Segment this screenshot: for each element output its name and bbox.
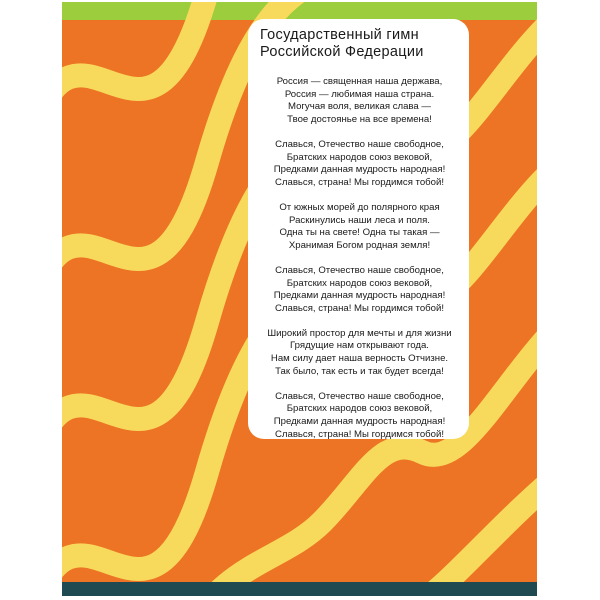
lyric-line: Широкий простор для мечты и для жизни <box>267 327 452 339</box>
lyric-line: Славься, Отечество наше свободное, <box>275 138 444 150</box>
anthem-title <box>260 27 463 61</box>
notebook-cover <box>62 2 537 596</box>
lyric-line: Россия — священная наша держава, <box>276 76 443 87</box>
bottom-teal-strip <box>62 582 537 596</box>
anthem-title-line: Российской Федерации <box>260 44 424 60</box>
lyric-line: Славься, страна! Мы гордимся тобой! <box>274 302 445 314</box>
anthem-lyrics <box>260 76 463 441</box>
lyric-line: Одна ты на свете! Одна ты такая — <box>279 227 440 239</box>
lyric-line: Так было, так есть и так будет всегда! <box>275 365 444 377</box>
lyric-line: Славься, Отечество наше свободное, <box>275 264 444 276</box>
lyric-line: Хранимая Богом родная земля! <box>288 239 431 251</box>
lyric-line: Славься, Отечество наше свободное, <box>275 390 444 402</box>
anthem-stanza <box>260 265 459 315</box>
lyric-line: Братских народов союз вековой, <box>286 403 433 415</box>
anthem-stanza <box>260 328 459 378</box>
lyric-line: Славься, страна! Мы гордимся тобой! <box>274 176 445 188</box>
lyric-line: Братских народов союз вековой, <box>286 277 433 289</box>
wave-band-1 <box>62 2 207 132</box>
lyric-line: От южных морей до полярного края <box>279 201 440 213</box>
anthem-stanza <box>260 76 459 126</box>
lyric-line: Предками данная мудрость народная! <box>273 164 446 176</box>
lyric-line: Предками данная мудрость народная! <box>273 416 446 428</box>
lyric-line: Раскинулись наши леса и поля. <box>289 214 430 226</box>
anthem-stanza <box>260 202 459 252</box>
anthem-stanza <box>260 391 459 441</box>
lyric-line: Россия — любимая наша страна. <box>284 88 435 100</box>
lyric-line: Грядущие нам открывают года. <box>290 340 429 352</box>
lyric-line: Нам силу дает наша верность Отчизне. <box>270 353 449 365</box>
lyric-line: Твое достоянье на все времена! <box>287 113 432 125</box>
lyric-line: Славься, страна! Мы гордимся тобой! <box>274 428 445 440</box>
anthem-text-panel <box>248 19 469 439</box>
anthem-title-line: Государственный гимн <box>260 27 419 43</box>
lyric-line: Предками данная мудрость народная! <box>273 290 446 302</box>
anthem-stanza <box>260 139 459 189</box>
lyric-line: Братских народов союз вековой, <box>286 151 433 163</box>
lyric-line: Могучая воля, великая слава — <box>287 101 432 113</box>
